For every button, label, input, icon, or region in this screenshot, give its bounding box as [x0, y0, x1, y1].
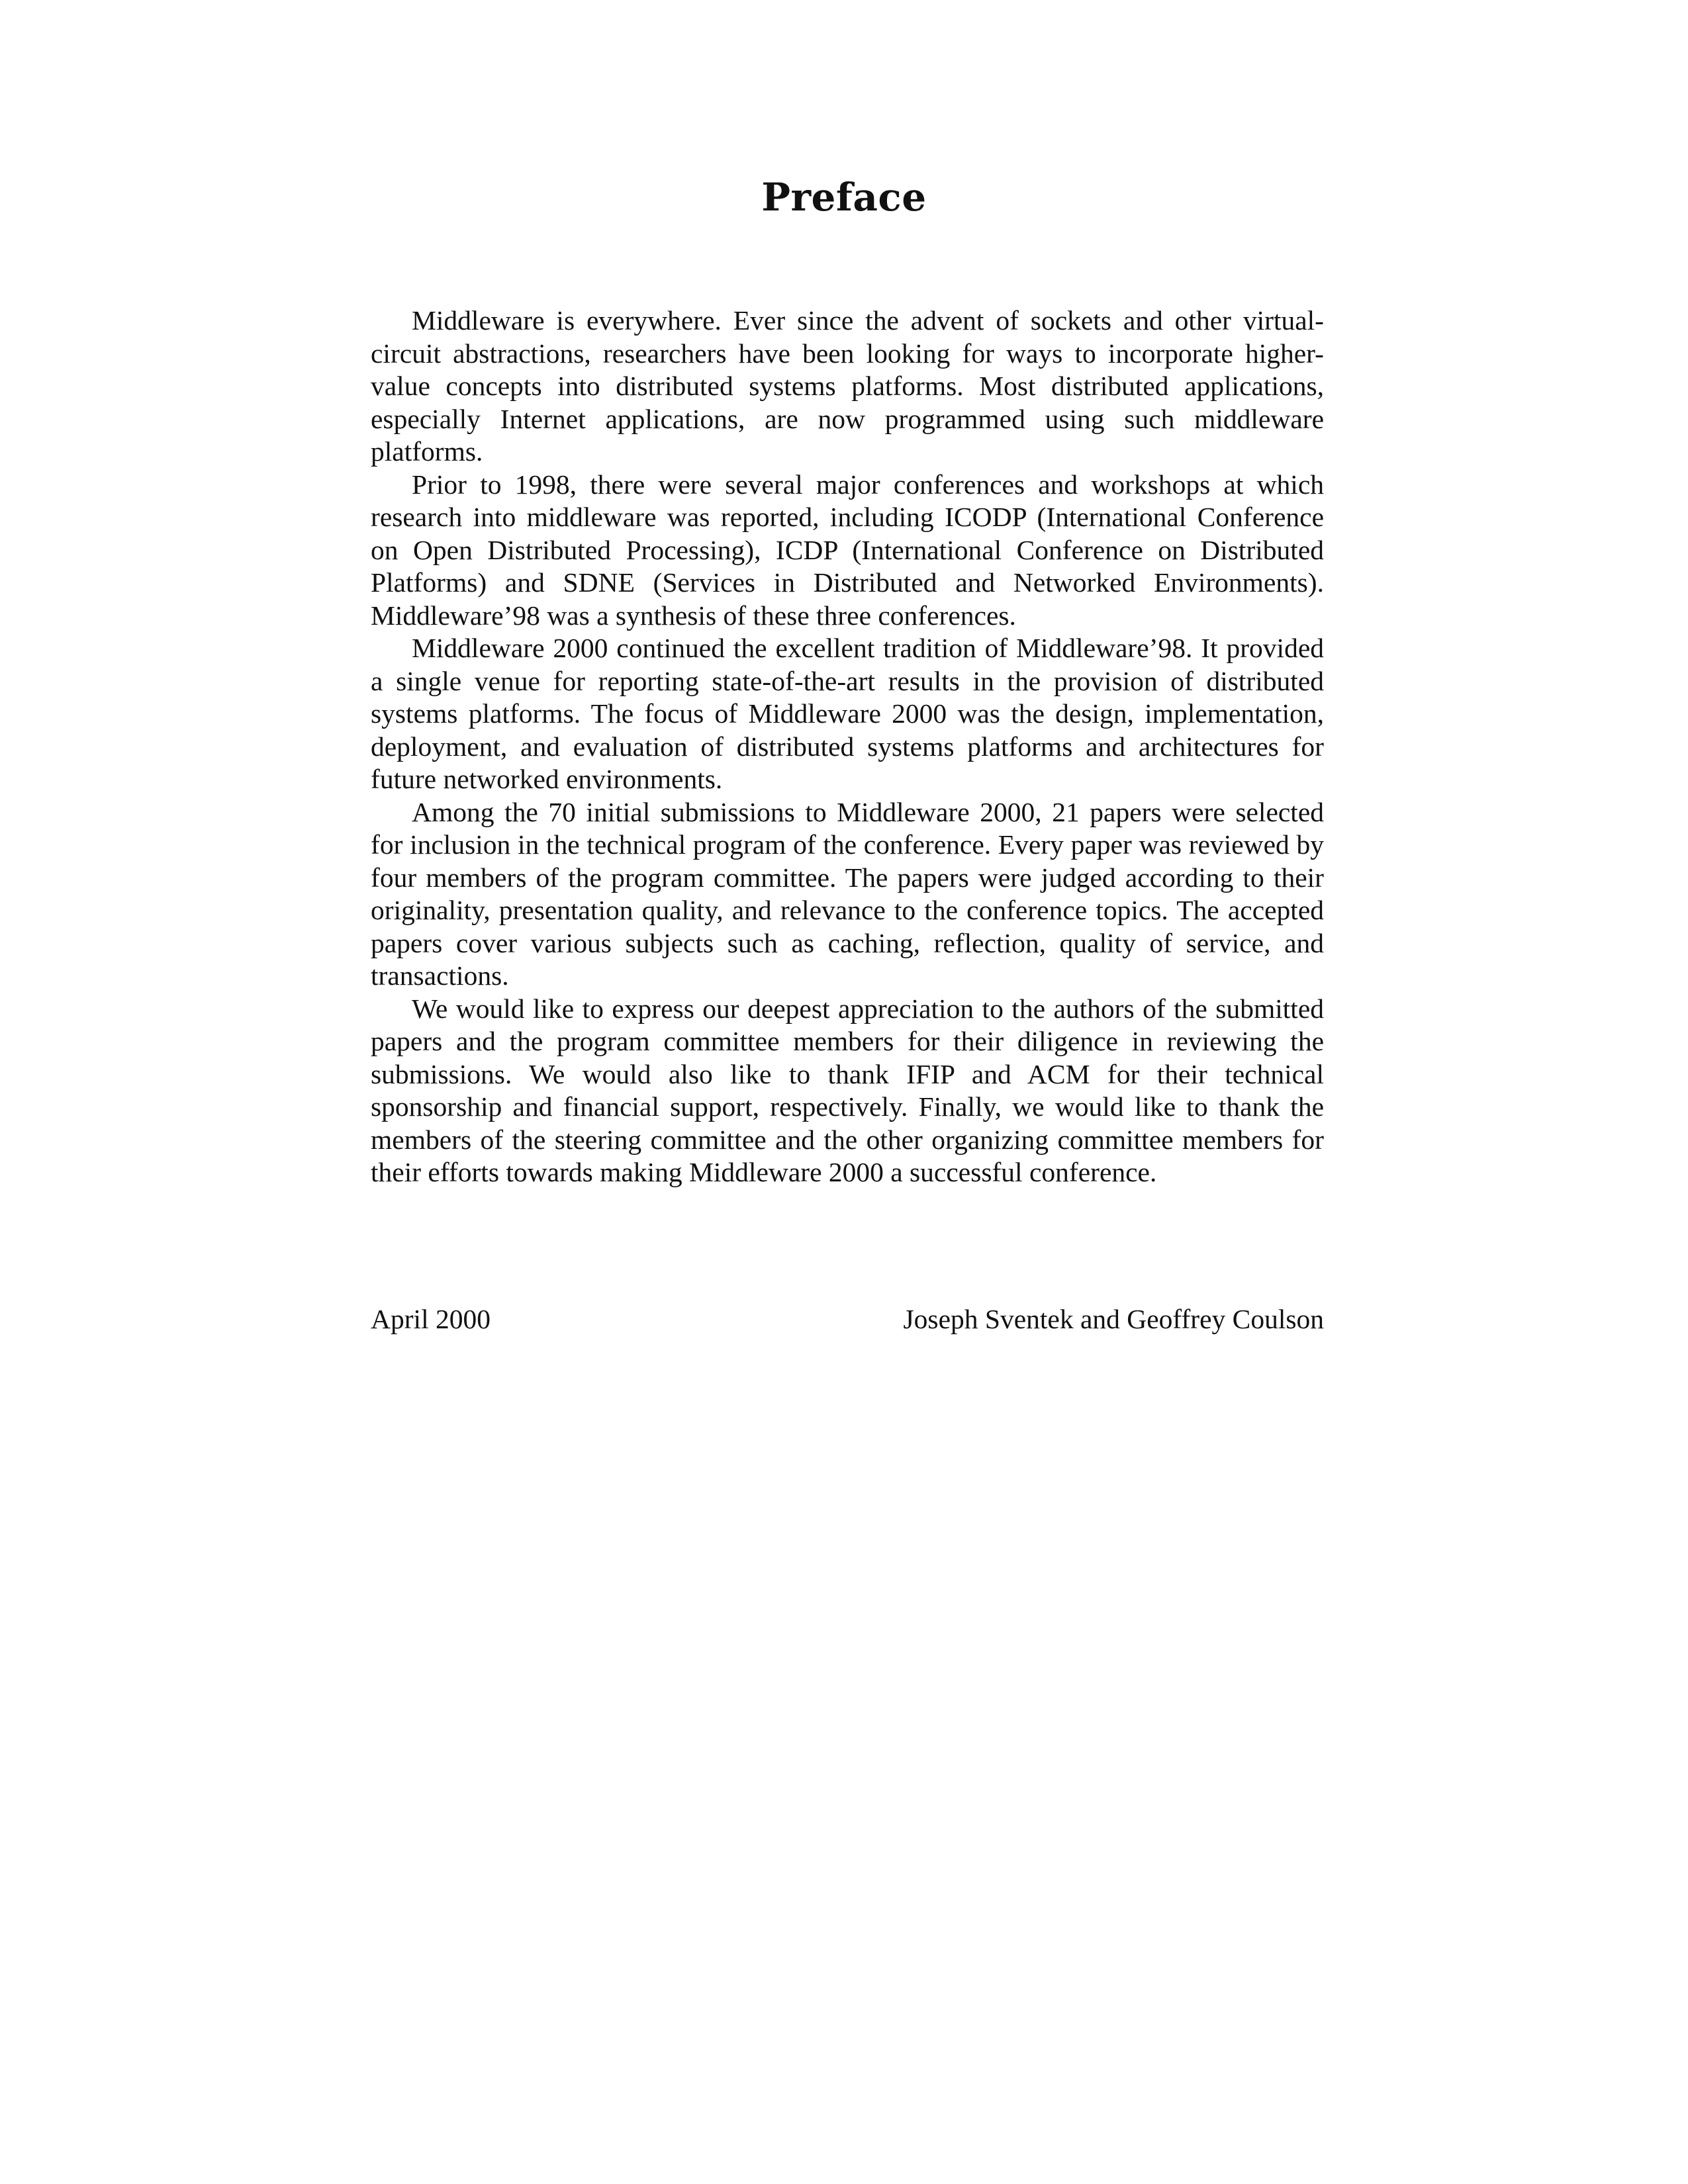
signature-date: April 2000: [371, 1304, 491, 1334]
paragraph-5: We would like to express our deepest appreciation to the authors of the submitted papers and the program committee members for their diligence in reviewing the submissions. We would also like to thank IFIP and ACM for their technical sponsorship and financial support, respectively. Finally, we would like to thank the members of the steering committee and the other organizing committee members for their efforts towards making Middleware 2000 a successful conference.: [371, 993, 1324, 1187]
paragraph-1: Middleware is everywhere. Ever since the advent of sockets and other virtual-circuit abstractions, researchers have been looking for ways to incorporate higher-value concepts into distributed systems platforms. Most distributed applications, especially Internet applications, are now programmed using such middleware platforms.: [371, 305, 1324, 467]
paragraph-3: Middleware 2000 continued the excellent tradition of Middleware’98. It provided a single venue for reporting state-of-the-art results in the provision of distributed systems platforms. The focus of Middleware 2000 was the design, implementation, deployment, and evaluation of distributed systems platforms and architectures for future networked environments.: [371, 633, 1324, 794]
signature-authors: Joseph Sventek and Geoffrey Coulson: [903, 1304, 1324, 1334]
signature-row: [371, 1302, 1324, 1336]
preface-body: [371, 304, 1324, 1189]
paragraph-2: Prior to 1998, there were several major conferences and workshops at which research into middleware was reported, including ICODP (International Conference on Open Distributed Processing), ICDP (International Conference on Distributed Platforms) and SDNE (Services in Distributed and Networked Environments). Middleware’98 was a synthesis of these three conferences.: [371, 469, 1324, 631]
page-title: Preface: [761, 175, 927, 220]
paragraph-4: Among the 70 initial submissions to Middleware 2000, 21 papers were selected for inclusion in the technical program of the conference. Every paper was reviewed by four members of the program committee. The papers were judged according to their originality, presentation quality, and relevance to the conference topics. The accepted papers cover various subjects such as caching, reflection, quality of service, and transactions.: [371, 796, 1324, 991]
